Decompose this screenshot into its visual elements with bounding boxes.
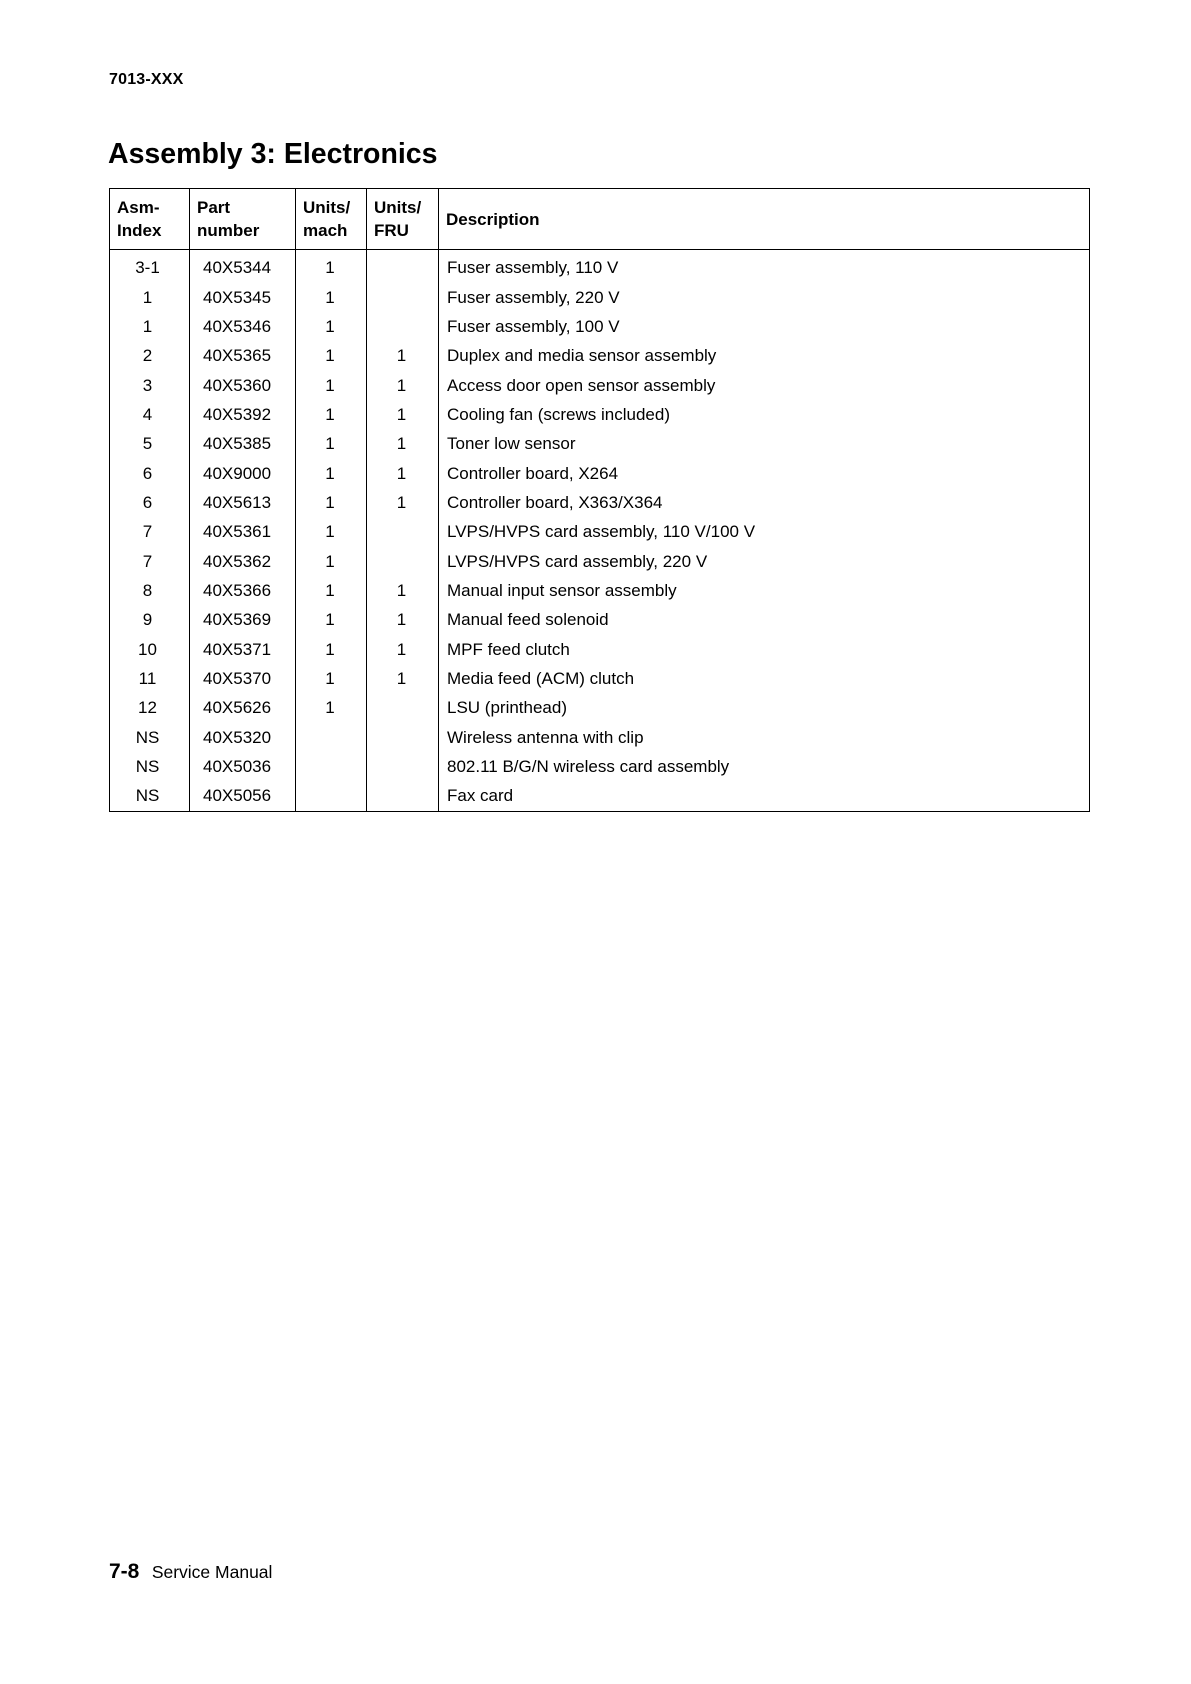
column-header-line: Part: [197, 198, 231, 217]
manual-name: Service Manual: [151, 1562, 273, 1582]
cell-asm-index: 6: [110, 488, 190, 517]
cell-units-fru: [367, 282, 439, 311]
table-row: [110, 282, 1090, 311]
cell-part-number: 40X5361: [190, 517, 296, 546]
table-row: [110, 312, 1090, 341]
table-row: [110, 488, 1090, 517]
cell-part-number: 40X5385: [190, 429, 296, 458]
cell-asm-index: 3: [110, 370, 190, 399]
table-row: [110, 250, 1090, 283]
cell-units-fru: [367, 312, 439, 341]
cell-units-mach: 1: [296, 664, 367, 693]
column-header-line: Units/: [374, 198, 422, 217]
cell-asm-index: 7: [110, 546, 190, 575]
table-row: [110, 429, 1090, 458]
column-header-part-number: [190, 189, 296, 250]
cell-units-mach: 1: [296, 250, 367, 283]
cell-description: 802.11 B/G/N wireless card assembly: [447, 757, 730, 777]
cell-asm-index: 4: [110, 400, 190, 429]
cell-description: Controller board, X264: [447, 463, 619, 483]
cell-units-mach: 1: [296, 282, 367, 311]
cell-units-mach: 1: [296, 693, 367, 722]
cell-asm-index: 11: [110, 664, 190, 693]
table-row: [110, 693, 1090, 722]
cell-description: Manual feed solenoid: [447, 610, 609, 630]
cell-part-number: 40X9000: [190, 458, 296, 487]
cell-asm-index: NS: [110, 752, 190, 781]
cell-part-number: 40X5320: [190, 723, 296, 752]
cell-part-number: 40X5613: [190, 488, 296, 517]
cell-description: Duplex and media sensor assembly: [447, 346, 717, 366]
cell-asm-index: NS: [110, 723, 190, 752]
table-row: [110, 752, 1090, 781]
cell-units-mach: 1: [296, 370, 367, 399]
cell-part-number: 40X5365: [190, 341, 296, 370]
cell-units-mach: 1: [296, 634, 367, 663]
cell-asm-index: 5: [110, 429, 190, 458]
table-row: [110, 517, 1090, 546]
cell-units-mach: 1: [296, 605, 367, 634]
cell-units-fru: [367, 517, 439, 546]
cell-description: Fuser assembly, 110 V: [447, 258, 619, 278]
cell-units-fru: 1: [367, 634, 439, 663]
cell-units-fru: 1: [367, 370, 439, 399]
cell-units-fru: 1: [367, 400, 439, 429]
cell-units-fru: 1: [367, 576, 439, 605]
table-row: [110, 605, 1090, 634]
cell-asm-index: 6: [110, 458, 190, 487]
column-header-line: number: [197, 221, 260, 240]
table-row: [110, 781, 1090, 811]
cell-asm-index: 7: [110, 517, 190, 546]
cell-description: Fuser assembly, 100 V: [447, 316, 620, 336]
column-header-description: [439, 189, 1090, 250]
column-header-line: Asm-: [117, 198, 160, 217]
table-row: [110, 458, 1090, 487]
cell-part-number: 40X5370: [190, 664, 296, 693]
cell-part-number: 40X5036: [190, 752, 296, 781]
table-row: [110, 723, 1090, 752]
parts-table: [109, 188, 1090, 812]
cell-asm-index: 1: [110, 312, 190, 341]
cell-part-number: 40X5626: [190, 693, 296, 722]
cell-units-fru: [367, 781, 439, 811]
cell-description: Controller board, X363/X364: [447, 492, 663, 512]
cell-asm-index: 1: [110, 282, 190, 311]
cell-part-number: 40X5362: [190, 546, 296, 575]
cell-description: LVPS/HVPS card assembly, 110 V/100 V: [447, 522, 756, 542]
cell-units-mach: 1: [296, 341, 367, 370]
cell-units-fru: 1: [367, 341, 439, 370]
table-row: [110, 546, 1090, 575]
cell-description: Cooling fan (screws included): [447, 404, 670, 424]
cell-units-fru: 1: [367, 664, 439, 693]
cell-part-number: 40X5366: [190, 576, 296, 605]
cell-units-fru: [367, 723, 439, 752]
cell-units-mach: 1: [296, 458, 367, 487]
header-row: [110, 189, 1090, 250]
cell-units-fru: [367, 546, 439, 575]
cell-units-mach: [296, 723, 367, 752]
cell-asm-index: 9: [110, 605, 190, 634]
cell-units-mach: 1: [296, 429, 367, 458]
cell-part-number: 40X5345: [190, 282, 296, 311]
cell-units-mach: 1: [296, 546, 367, 575]
cell-part-number: 40X5056: [190, 781, 296, 811]
column-header-line: Units/: [303, 198, 351, 217]
cell-part-number: 40X5371: [190, 634, 296, 663]
cell-asm-index: 3-1: [110, 250, 190, 283]
page-number: 7-8: [109, 1560, 140, 1583]
column-header-units-fru: [367, 189, 439, 250]
cell-asm-index: NS: [110, 781, 190, 811]
parts-table-body: [110, 250, 1090, 812]
cell-description: Wireless antenna with clip: [447, 727, 644, 747]
cell-units-fru: 1: [367, 458, 439, 487]
cell-description: MPF feed clutch: [447, 639, 570, 659]
cell-description: LVPS/HVPS card assembly, 220 V: [447, 551, 708, 571]
cell-units-fru: 1: [367, 488, 439, 517]
cell-description: Media feed (ACM) clutch: [447, 668, 635, 688]
column-header-line: Index: [117, 221, 162, 240]
cell-units-mach: [296, 781, 367, 811]
cell-description: LSU (printhead): [447, 698, 568, 718]
cell-description: Access door open sensor assembly: [447, 375, 716, 395]
column-header-line: mach: [303, 221, 348, 240]
column-header-asm-index: [110, 189, 190, 250]
table-row: [110, 370, 1090, 399]
cell-part-number: 40X5360: [190, 370, 296, 399]
machine-type-header: 7013-XXX: [109, 71, 184, 88]
cell-units-mach: 1: [296, 400, 367, 429]
cell-units-mach: [296, 752, 367, 781]
cell-description: Fuser assembly, 220 V: [447, 287, 620, 307]
cell-asm-index: 10: [110, 634, 190, 663]
table-row: [110, 664, 1090, 693]
cell-units-mach: 1: [296, 312, 367, 341]
cell-units-fru: [367, 752, 439, 781]
table-row: [110, 634, 1090, 663]
cell-units-mach: 1: [296, 488, 367, 517]
cell-part-number: 40X5369: [190, 605, 296, 634]
page-footer: [109, 1560, 272, 1584]
column-header-units-mach: [296, 189, 367, 250]
column-header-line: Description: [446, 209, 540, 229]
cell-units-fru: [367, 250, 439, 283]
cell-asm-index: 12: [110, 693, 190, 722]
cell-units-mach: 1: [296, 517, 367, 546]
page-title: Assembly 3: Electronics: [108, 138, 438, 170]
cell-description: Fax card: [447, 786, 514, 806]
table-row: [110, 576, 1090, 605]
table-row: [110, 400, 1090, 429]
column-header-line: FRU: [374, 221, 409, 240]
cell-units-fru: [367, 693, 439, 722]
cell-description: Toner low sensor: [447, 434, 576, 454]
cell-part-number: 40X5392: [190, 400, 296, 429]
cell-part-number: 40X5344: [190, 250, 296, 283]
cell-asm-index: 8: [110, 576, 190, 605]
parts-table-header: [110, 189, 1090, 250]
cell-part-number: 40X5346: [190, 312, 296, 341]
table-row: [110, 341, 1090, 370]
cell-units-fru: 1: [367, 605, 439, 634]
cell-units-fru: 1: [367, 429, 439, 458]
cell-units-mach: 1: [296, 576, 367, 605]
cell-description: Manual input sensor assembly: [447, 580, 677, 600]
cell-asm-index: 2: [110, 341, 190, 370]
